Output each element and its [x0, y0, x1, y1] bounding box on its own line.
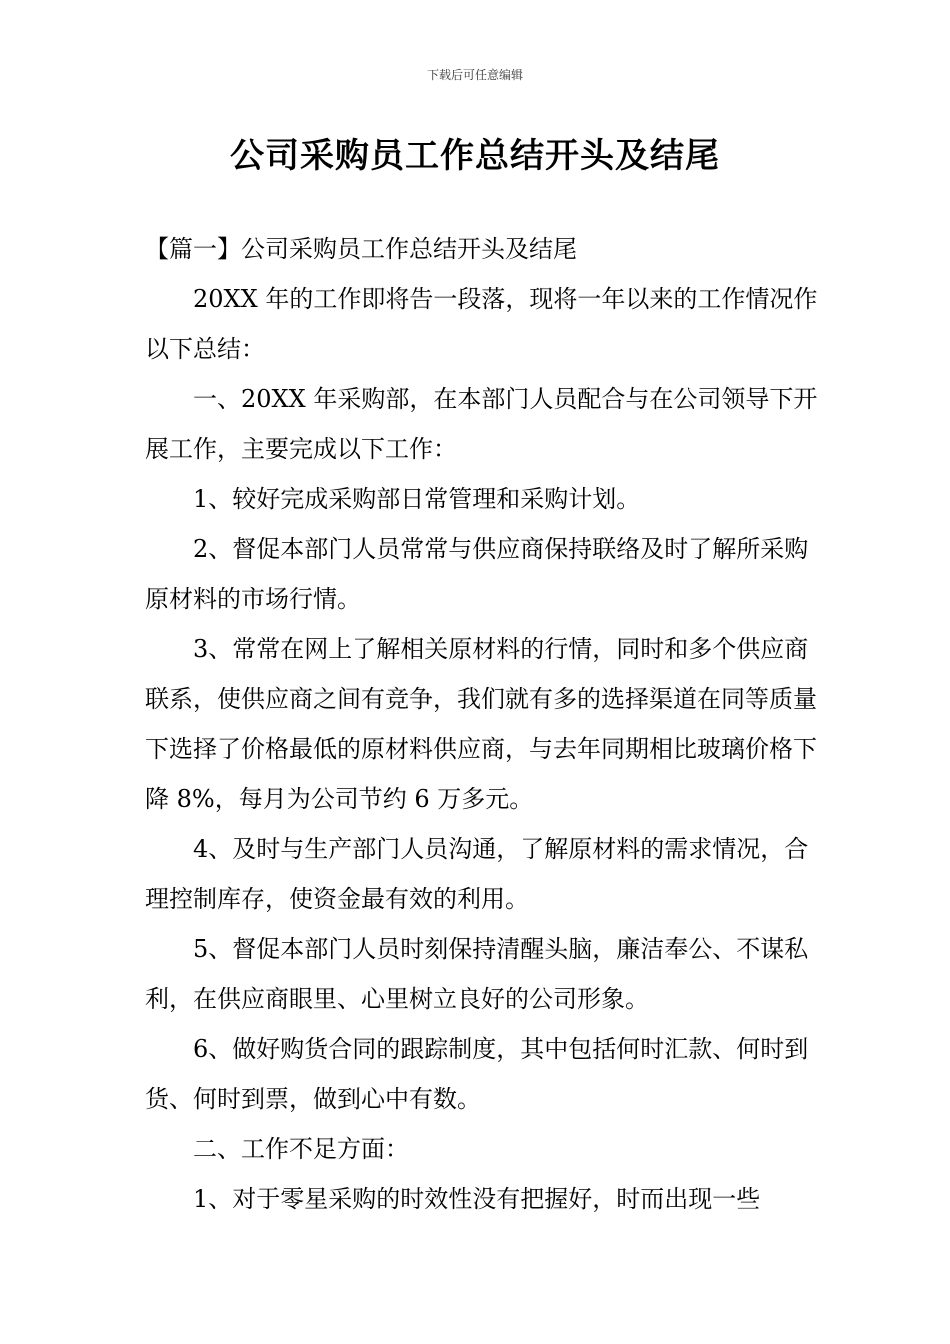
- paragraph-item-4: 4、及时与生产部门人员沟通，了解原材料的需求情况，合理控制库存，使资金最有效的利用。: [145, 835, 809, 913]
- header-note: 下载后可任意编辑: [426, 68, 523, 82]
- paragraph-item-3: 3、常常在网上了解相关原材料的行情，同时和多个供应商联系，使供应商之间有竞争，我们就有多的选择渠道在同等质量下选择了价格最低的原材料供应商，与去年同期相比玻璃价格下降 8%，每月为公司节约 6 万多元。: [145, 635, 817, 813]
- section-heading: 【篇一】公司采购员工作总结开头及结尾: [145, 235, 577, 263]
- document-title: 公司采购员工作总结开头及结尾: [230, 136, 720, 176]
- paragraph-item-2: 2、督促本部门人员常常与供应商保持联络及时了解所采购原材料的市场行情。: [145, 535, 809, 613]
- paragraph-intro: 20XX 年的工作即将告一段落，现将一年以来的工作情况作以下总结：: [145, 285, 818, 363]
- paragraph-section-two: 二、工作不足方面：: [193, 1135, 409, 1163]
- paragraph-item-5: 5、督促本部门人员时刻保持清醒头脑，廉洁奉公、不谋私利，在供应商眼里、心里树立良好的公司形象。: [145, 935, 809, 1013]
- paragraph-item-6: 6、做好购货合同的跟踪制度，其中包括何时汇款、何时到货、何时到票，做到心中有数。: [145, 1035, 809, 1113]
- paragraph-section-one: 一、20XX 年采购部，在本部门人员配合与在公司领导下开展工作，主要完成以下工作：: [145, 385, 818, 463]
- paragraph-deficiency-1: 1、对于零星采购的时效性没有把握好，时而出现一些: [193, 1185, 761, 1213]
- paragraph-item-1: 1、较好完成采购部日常管理和采购计划。: [193, 485, 641, 513]
- document-body: [145, 224, 825, 1224]
